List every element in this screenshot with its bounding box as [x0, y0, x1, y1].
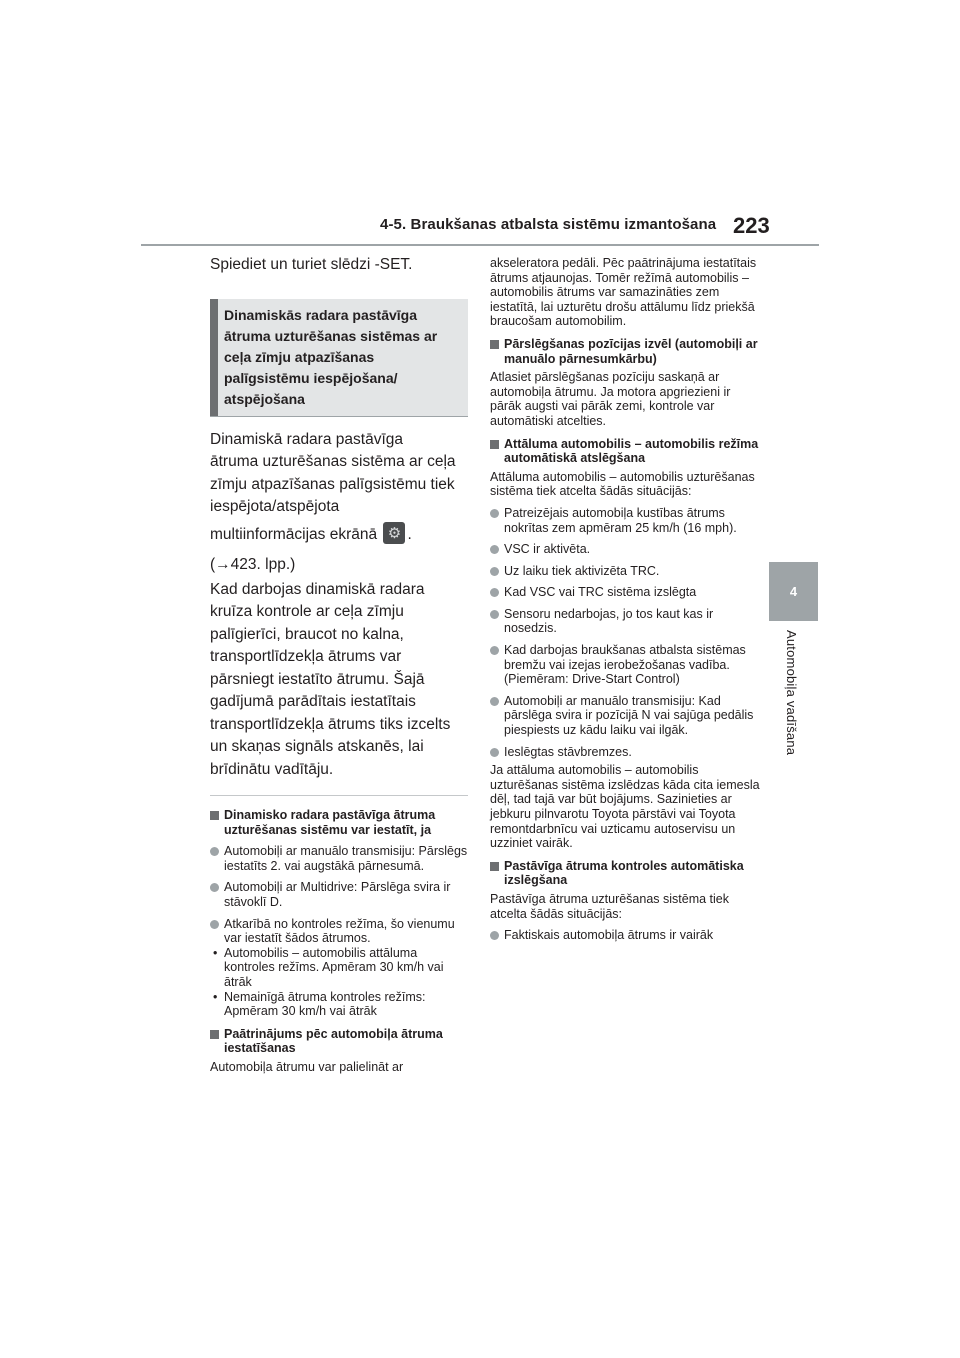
sub-list-item: • Automobilis – automobilis attāluma kontroles režīms. Apmēram 30 km/h vai ātrāk [210, 946, 470, 990]
note-line: pārsniegt iestatīto ātrumu. Šajā [210, 670, 425, 688]
section-divider [210, 795, 468, 796]
gear-selection-text: Atlasiet pārslēgšanas pozīciju saskaņā ar automobiļa ātrumu. Ja motora apgriezieni ir pārāk augsti vai pārāk zemi, kontrole var automātiski atcelties. [490, 370, 731, 428]
list-item: Automobiļi ar manuālo transmisiju: Kad pārslēga svira ir pozīcijā N vai sajūga pedālis piespiests uz kādu laiku vai ilgāk. [490, 694, 760, 738]
body-line: iespējota/atspējota [210, 498, 340, 515]
heading-gear-selection: Pārslēgšanas pozīcijas izvēl (automobiļi ar manuālo pārnesumkārbu) [490, 337, 760, 366]
note-line: transportlīdzekļa ātrums var [210, 648, 402, 665]
list-item: Sensoru nedarbojas, jo tos kaut kas ir nosedzis. [490, 607, 760, 636]
sub-list-item: • Nemainīgā ātruma kontroles režīms: Apmēram 30 km/h vai ātrāk [210, 990, 470, 1019]
list-item: Automobiļi ar Multidrive: Pārslēga svira ir stāvoklī D. [210, 880, 470, 909]
acceleration-text: Automobiļa ātrumu var palielināt ar [210, 1059, 404, 1074]
body-icon-line-suffix: . [407, 525, 412, 543]
body-line: ātruma uzturēšanas sistēma ar ceļa [210, 453, 456, 470]
feature-box [210, 299, 468, 417]
constant-cancel-text: Pastāvīga ātruma uzturēšanas sistēma tiek atcelta šādās situācijās: [490, 891, 730, 921]
heading-acceleration: Paātrinājums pēc automobiļa ātruma iestatīšanas [210, 1027, 470, 1056]
left-column [210, 254, 470, 1075]
cancel-followup-text: Ja attāluma automobilis – automobilis uzturēšanas sistēma izslēdzas kāda cita iemesla dēļ, tad tajā var būt bojājums. Sazinieties ar jebkuru pilnvarotu Toyota pārstāvi vai Toyota remontdarbnīcu vai uzticamu autoservisu un uzziniet vairāk. [490, 763, 760, 851]
note-line: un skaņas signāls atskanēs, lai [210, 738, 424, 755]
body-icon-line-text: multiinformācijas ekrānā [210, 525, 378, 543]
note-line: kruīza kontrole ar ceļa zīmju [210, 603, 404, 620]
header-divider [141, 244, 819, 246]
list-item: Faktiskais automobiļa ātrums ir vairāk [490, 928, 760, 943]
right-column [490, 256, 760, 943]
box-title-line: palīgsistēmu iespējošana/ [224, 369, 398, 386]
note-line: palīgierīci, braucot no kalna, [210, 625, 404, 643]
note-line: Kad darbojas dinamiskā radara [210, 580, 425, 598]
box-title-line: ceļa zīmju atpazīšanas [224, 348, 375, 365]
section-title: 4-5. Braukšanas atbalsta sistēmu izmantošana [380, 216, 717, 233]
box-title-line: ātruma uzturēšanas sistēmas ar [224, 327, 438, 344]
heading-auto-cancel: Attāluma automobilis – automobilis režīma automātiskā atslēgšana [490, 437, 760, 466]
list-item: Automobiļi ar manuālo transmisiju: Pārslēgs iestatīts 2. vai augstākā pārnesumā. [210, 844, 470, 873]
box-title-line: Dinamiskās radara pastāvīga [224, 306, 417, 323]
list-item: Uz laiku tiek aktivizēta TRC. [490, 564, 760, 579]
body-line: Dinamiskā radara pastāvīga [210, 430, 403, 448]
box-accent-bar [210, 299, 218, 416]
body-line: zīmju atpazīšanas palīgsistēmu tiek [210, 475, 455, 493]
acceleration-text-continued: akseleratora pedāli. Pēc paātrinājuma iestatītais ātrums atjaunojas. Tomēr režīmā automobilis – automobilis ātrums var samazināties zem iestatītā, lai uzturētu drošu attālumu līdz priekšā braucošam automobilim. [490, 256, 757, 329]
list-item: Ieslēgtas stāvbremzes. [490, 745, 760, 760]
box-body [210, 429, 470, 782]
body-icon-line [210, 522, 470, 547]
note-block [210, 579, 470, 782]
chapter-tab: 4 [769, 562, 818, 621]
chapter-label: Automobiļa vadīšana [784, 630, 799, 756]
list-item: VSC ir aktivēta. [490, 542, 760, 557]
list-item: Atkarībā no kontroles režīma, šo vienumu var iestatīt šādos ātrumos. [210, 917, 470, 946]
list-item: Kad darbojas braukšanas atbalsta sistēmas bremžu vai izejas ierobežošanas vadība. (Piemēram: Drive-Start Control) [490, 643, 760, 687]
heading-constant-cancel: Pastāvīga ātruma kontroles automātiska izslēgšana [490, 859, 760, 888]
heading-set-conditions: Dinamisko radara pastāvīga ātruma uzturēšanas sistēmu var iestatīt, ja [210, 808, 470, 837]
gear-icon [383, 522, 405, 544]
note-line: brīdinātu vadītāju. [210, 760, 334, 778]
list-item: Patreizējais automobiļa kustības ātrums nokrītas zem apmēram 25 km/h (16 mph). [490, 506, 760, 535]
page-reference: (→423. lpp.) [210, 556, 296, 573]
page-number: 223 [733, 213, 770, 238]
note-line: gadījumā parādītais iestatītais [210, 693, 416, 710]
box-title-line: atspējošana [224, 390, 305, 407]
auto-cancel-text: Attāluma automobilis – automobilis uzturēšanas sistēma tiek atcelta šādās situācijās: [490, 469, 755, 499]
note-line: transportlīdzekļa ātrums tiks izcelts [210, 715, 451, 733]
step-text: Spiediet un turiet slēdzi -SET. [210, 256, 413, 273]
list-item: Kad VSC vai TRC sistēma izslēgta [490, 585, 760, 600]
